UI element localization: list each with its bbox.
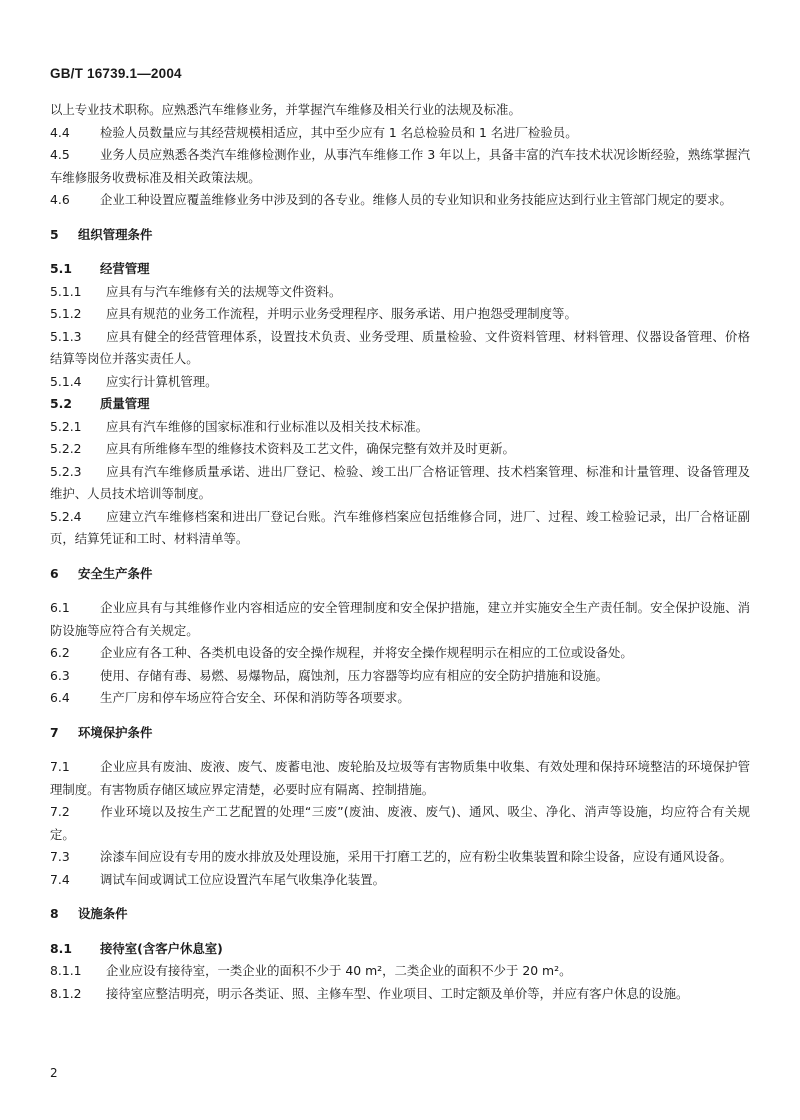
clause-text: 作业环境以及按生产工艺配置的处理“三废”(废油、废液、废气)、通风、吸尘、净化、消声等设施，均应符合有关规定。 xyxy=(50,804,750,842)
clause-text: 企业应具有与其维修作业内容相适应的安全管理制度和安全保护措施，建立并实施安全生产责任制。安全保护设施、消防设施等应符合有关规定。 xyxy=(50,600,750,638)
clause-number: 6.2 xyxy=(50,645,70,660)
clause-number: 6.1 xyxy=(50,600,70,615)
clause-number: 5.2.4 xyxy=(50,508,82,524)
clause-text: 设施条件 xyxy=(78,906,128,921)
clause-text: 经营管理 xyxy=(100,261,150,276)
clause-number: 5.1.3 xyxy=(50,328,82,344)
clause-paragraph xyxy=(50,303,750,326)
clause-paragraph xyxy=(50,687,750,710)
clause-number: 4.5 xyxy=(50,147,70,162)
clause-number: 7.3 xyxy=(50,849,70,864)
clause-paragraph xyxy=(50,869,750,892)
clause-number: 5 xyxy=(50,226,59,242)
clause-number: 7.4 xyxy=(50,871,70,887)
clause-number: 8.1.1 xyxy=(50,963,82,978)
clause-text: 调试车间或调试工位应设置汽车尾气收集净化装置。 xyxy=(100,871,385,887)
clause-number: 5.2 xyxy=(50,396,72,411)
clause-text: 企业工种设置应覆盖维修业务中涉及到的各专业。维修人员的专业知识和业务技能应达到行业主管部门规定的要求。 xyxy=(100,192,732,207)
clause-paragraph xyxy=(50,642,750,665)
clause-paragraph xyxy=(50,506,750,551)
clause-paragraph xyxy=(50,122,750,145)
clause-paragraph xyxy=(50,983,750,1006)
clause-paragraph xyxy=(50,665,750,688)
standard-number: GB/T 16739.1—2004 xyxy=(50,66,182,81)
clause-text: 环境保护条件 xyxy=(78,724,153,740)
clause-paragraph xyxy=(50,846,750,869)
clause-paragraph xyxy=(50,189,750,212)
page-number: 2 xyxy=(50,1066,58,1080)
clause-text: 接待室(含客户休息室) xyxy=(100,940,223,956)
clause-text: 应具有规范的业务工作流程，并明示业务受理程序、服务承诺、用户抱怨受理制度等。 xyxy=(106,306,577,321)
clause-number: 5.1.1 xyxy=(50,283,82,299)
clause-number: 7.2 xyxy=(50,804,70,819)
clause-text: 应具有所维修车型的维修技术资料及工艺文件，确保完整有效并及时更新。 xyxy=(106,441,515,456)
clause-text: 应具有与汽车维修有关的法规等文件资料。 xyxy=(106,283,342,299)
clause-text: 应建立汽车维修档案和进出厂登记台账。汽车维修档案应包括维修合同，进厂、过程、竣工检验记录，出厂合格证副页，结算凭证和工时、材料清单等。 xyxy=(50,508,750,546)
clause-paragraph xyxy=(50,99,750,122)
subsection-heading xyxy=(50,258,750,281)
section-heading xyxy=(50,563,750,586)
clause-number: 7.1 xyxy=(50,759,70,774)
clause-number: 6.3 xyxy=(50,667,70,683)
clause-paragraph xyxy=(50,960,750,983)
clause-paragraph xyxy=(50,801,750,846)
clause-paragraph xyxy=(50,371,750,394)
clause-number: 5.2.2 xyxy=(50,441,82,456)
clause-text: 应具有汽车维修的国家标准和行业标准以及相关技术标准。 xyxy=(106,418,429,434)
clause-paragraph xyxy=(50,756,750,801)
clause-text: 质量管理 xyxy=(100,396,150,411)
clause-paragraph xyxy=(50,461,750,506)
clause-number: 6.4 xyxy=(50,690,70,705)
clause-paragraph xyxy=(50,144,750,189)
clause-text: 应具有健全的经营管理体系，设置技术负责、业务受理、质量检验、文件资料管理、材料管理、仪器设备管理、价格结算等岗位并落实责任人。 xyxy=(50,328,750,366)
clause-paragraph xyxy=(50,281,750,304)
clause-text: 安全生产条件 xyxy=(78,565,153,581)
document-body xyxy=(50,99,750,1005)
clause-number: 6 xyxy=(50,565,59,581)
clause-number: 5.1 xyxy=(50,261,72,276)
clause-number: 5.1.4 xyxy=(50,373,82,389)
clause-number: 8.1 xyxy=(50,940,72,956)
clause-number: 4.6 xyxy=(50,192,70,207)
clause-text: 企业应有各工种、各类机电设备的安全操作规程，并将安全操作规程明示在相应的工位或设备处。 xyxy=(100,645,633,660)
clause-number: 4.4 xyxy=(50,124,70,140)
clause-text: 企业应设有接待室，一类企业的面积不少于 40 m²，二类企业的面积不少于 20 m²。 xyxy=(106,963,572,978)
clause-text: 检验人员数量应与其经营规模相适应，其中至少应有 1 名总检验员和 1 名进厂检验员。 xyxy=(100,124,578,140)
section-heading xyxy=(50,722,750,745)
section-heading xyxy=(50,903,750,926)
section-heading xyxy=(50,224,750,247)
clause-number: 7 xyxy=(50,724,59,740)
clause-text: 以上专业技术职称。应熟悉汽车维修业务，并掌握汽车维修及相关行业的法规及标准。 xyxy=(50,102,521,117)
clause-number: 8 xyxy=(50,906,59,921)
clause-text: 企业应具有废油、废液、废气、废蓄电池、废轮胎及垃圾等有害物质集中收集、有效处理和保持环境整洁的环境保护管理制度。有害物质存储区域应界定清楚，必要时应有隔离、控制措施。 xyxy=(50,759,750,797)
clause-paragraph xyxy=(50,438,750,461)
clause-number: 5.2.3 xyxy=(50,463,82,479)
clause-number: 5.1.2 xyxy=(50,306,82,321)
clause-text: 应具有汽车维修质量承诺、进出厂登记、检验、竣工出厂合格证管理、技术档案管理、标准和计量管理、设备管理及维护、人员技术培训等制度。 xyxy=(50,463,750,501)
clause-text: 使用、存储有毒、易燃、易爆物品，腐蚀剂，压力容器等均应有相应的安全防护措施和设施。 xyxy=(100,667,609,683)
clause-text: 涂漆车间应设有专用的废水排放及处理设施，采用干打磨工艺的，应有粉尘收集装置和除尘设备，应设有通风设备。 xyxy=(100,849,732,864)
subsection-heading xyxy=(50,938,750,961)
clause-paragraph xyxy=(50,326,750,371)
clause-paragraph xyxy=(50,597,750,642)
clause-number: 8.1.2 xyxy=(50,985,82,1001)
clause-number: 5.2.1 xyxy=(50,418,82,434)
clause-text: 生产厂房和停车场应符合安全、环保和消防等各项要求。 xyxy=(100,690,410,705)
subsection-heading xyxy=(50,393,750,416)
clause-text: 应实行计算机管理。 xyxy=(106,373,218,389)
clause-paragraph xyxy=(50,416,750,439)
clause-text: 接待室应整洁明亮，明示各类证、照、主修车型、作业项目、工时定额及单价等，并应有客户休息的设施。 xyxy=(106,985,689,1001)
clause-text: 组织管理条件 xyxy=(78,226,153,242)
clause-text: 业务人员应熟悉各类汽车维修检测作业，从事汽车维修工作 3 年以上，具备丰富的汽车技术状况诊断经验，熟练掌握汽车维修服务收费标准及相关政策法规。 xyxy=(50,147,750,185)
